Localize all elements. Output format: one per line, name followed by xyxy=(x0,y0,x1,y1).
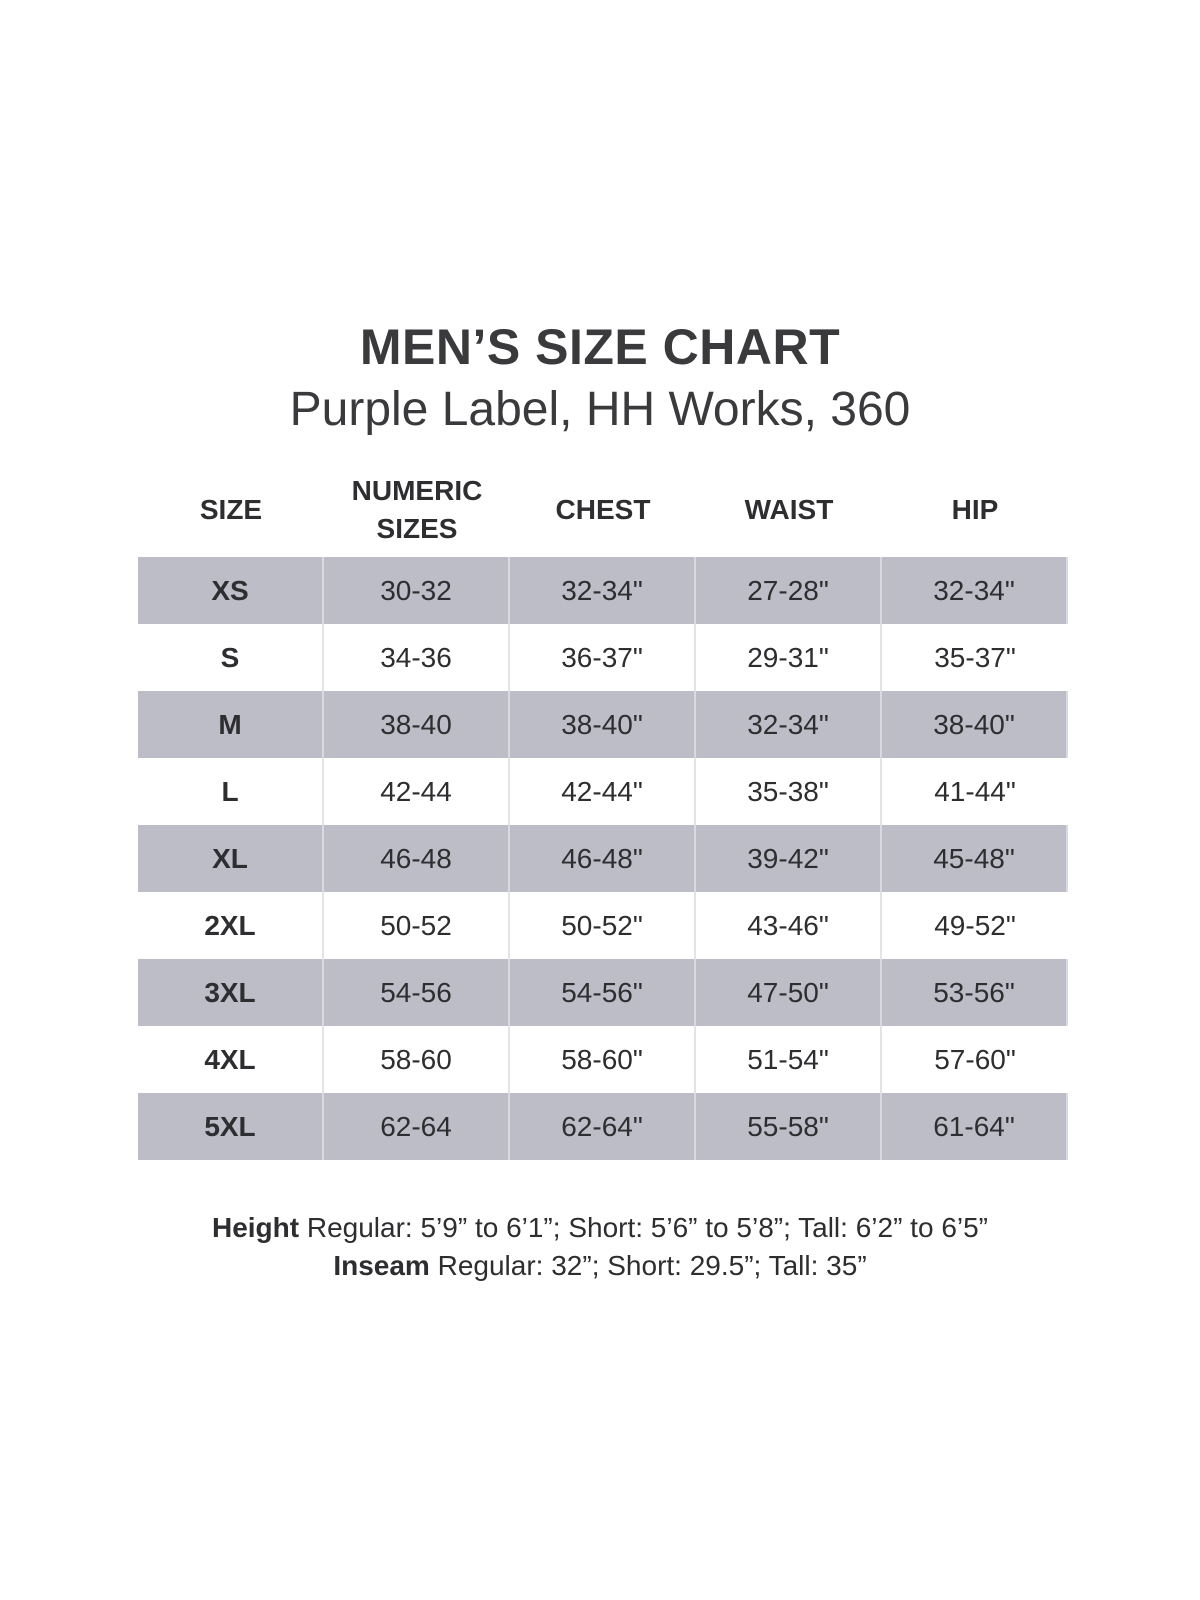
cell-waist: 27-28" xyxy=(696,557,882,624)
cell-size: S xyxy=(138,624,324,691)
cell-chest: 62-64" xyxy=(510,1093,696,1160)
table-row xyxy=(138,691,1068,758)
cell-chest: 32-34" xyxy=(510,557,696,624)
cell-hip: 38-40" xyxy=(882,691,1068,758)
cell-waist: 29-31" xyxy=(696,624,882,691)
cell-chest: 46-48" xyxy=(510,825,696,892)
cell-size: L xyxy=(138,758,324,825)
cell-size: 4XL xyxy=(138,1026,324,1093)
cell-waist: 32-34" xyxy=(696,691,882,758)
cell-hip: 57-60" xyxy=(934,1043,1016,1075)
height-text: Regular: 5’9” to 6’1”; Short: 5’6” to 5’8”; Tall: 6’2” to 6’5” xyxy=(299,1212,989,1243)
inseam-label: Inseam xyxy=(333,1250,430,1281)
cell-numeric: 34-36 xyxy=(324,624,510,691)
cell-size: XS xyxy=(138,557,324,624)
header-chest: CHEST xyxy=(555,494,651,525)
cell-numeric: 54-56 xyxy=(324,959,510,1026)
cell-hip: 45-48" xyxy=(882,825,1068,892)
cell-numeric: 62-64 xyxy=(324,1093,510,1160)
table-row xyxy=(138,1026,1068,1093)
cell-size: 5XL xyxy=(138,1093,324,1160)
cell-hip: 41-44" xyxy=(934,775,1016,807)
cell-waist: 51-54" xyxy=(696,1026,882,1093)
table-row xyxy=(138,624,1068,691)
chart-title: MEN’S SIZE CHART xyxy=(359,319,841,375)
cell-size: M xyxy=(138,691,324,758)
size-table xyxy=(138,557,1068,1160)
cell-numeric: 42-44 xyxy=(324,758,510,825)
table-row xyxy=(138,959,1068,1026)
cell-hip: 53-56" xyxy=(882,959,1068,1026)
height-note xyxy=(0,1212,1200,1244)
cell-waist: 35-38" xyxy=(696,758,882,825)
cell-waist: 39-42" xyxy=(696,825,882,892)
cell-chest: 36-37" xyxy=(510,624,696,691)
cell-size: XL xyxy=(138,825,324,892)
table-row xyxy=(138,825,1068,892)
cell-hip: 61-64" xyxy=(882,1093,1068,1160)
cell-waist: 47-50" xyxy=(696,959,882,1026)
table-row xyxy=(138,1093,1068,1160)
cell-hip: 35-37" xyxy=(934,641,1016,673)
cell-hip: 32-34" xyxy=(882,557,1068,624)
inseam-text: Regular: 32”; Short: 29.5”; Tall: 35” xyxy=(429,1250,867,1281)
cell-size: 2XL xyxy=(138,892,324,959)
header-hip: HIP xyxy=(951,494,999,525)
cell-numeric: 46-48 xyxy=(324,825,510,892)
cell-waist: 55-58" xyxy=(696,1093,882,1160)
cell-chest: 50-52" xyxy=(510,892,696,959)
cell-chest: 54-56" xyxy=(510,959,696,1026)
table-row xyxy=(138,557,1068,624)
cell-chest: 42-44" xyxy=(510,758,696,825)
cell-chest: 38-40" xyxy=(510,691,696,758)
cell-size: 3XL xyxy=(138,959,324,1026)
header-size: SIZE xyxy=(199,494,263,525)
cell-chest: 58-60" xyxy=(510,1026,696,1093)
inseam-note xyxy=(0,1250,1200,1282)
cell-numeric: 58-60 xyxy=(324,1026,510,1093)
cell-numeric: 38-40 xyxy=(324,691,510,758)
cell-waist: 43-46" xyxy=(696,892,882,959)
cell-numeric: 50-52 xyxy=(324,892,510,959)
table-row xyxy=(138,758,1068,825)
table-header xyxy=(138,470,1068,550)
header-numeric-sizes-label: NUMERIC SIZES xyxy=(351,475,483,544)
height-label: Height xyxy=(211,1212,300,1243)
chart-subtitle: Purple Label, HH Works, 360 xyxy=(289,383,911,436)
cell-hip: 49-52" xyxy=(934,909,1016,941)
table-row xyxy=(138,892,1068,959)
header-waist: WAIST xyxy=(744,494,834,525)
cell-numeric: 30-32 xyxy=(324,557,510,624)
header-numeric-sizes xyxy=(324,470,510,550)
